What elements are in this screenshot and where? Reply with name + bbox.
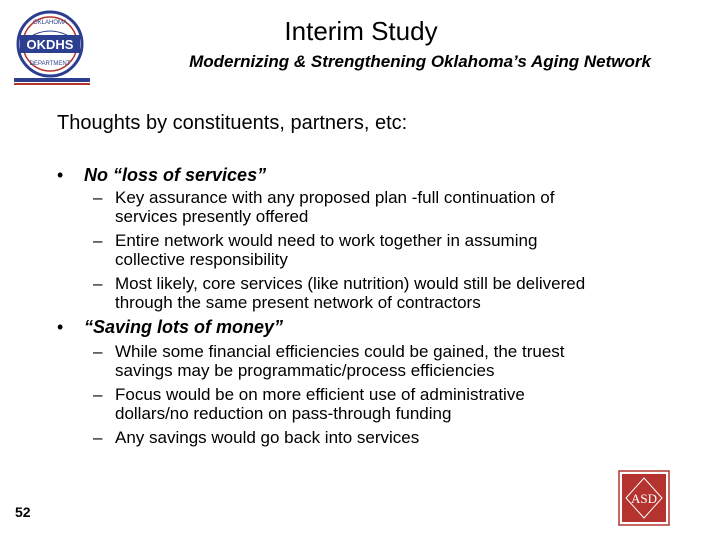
bullet-label: No “loss of services”: [84, 165, 267, 185]
sub-dash: –: [93, 188, 103, 207]
intro-text: Thoughts by constituents, partners, etc:: [57, 112, 408, 134]
sub-line: Entire network would need to work together in assuming: [115, 231, 538, 250]
sub-line: Key assurance with any proposed plan -full continuation of: [115, 188, 555, 207]
sub-dash: –: [93, 231, 103, 250]
sub-item: [93, 342, 675, 380]
sub-line: collective responsibility: [115, 250, 288, 269]
slide-title: Interim Study: [284, 16, 438, 46]
sub-line: Any savings would go back into services: [115, 428, 420, 447]
sub-line: services presently offered: [115, 207, 309, 226]
sub-line: through the same present network of contractors: [115, 293, 481, 312]
sub-dash: –: [93, 428, 103, 447]
sub-line: dollars/no reduction on pass-through funding: [115, 404, 452, 423]
sub-dash: –: [93, 274, 103, 293]
sub-line: Focus would be on more efficient use of administrative: [115, 385, 525, 404]
sub-line: Most likely, core services (like nutrition) would still be delivered: [115, 274, 586, 293]
logo-left-bottom-text: DEPARTMENT: [29, 61, 71, 67]
logo-left-main-text: OKDHS: [26, 37, 74, 52]
sub-line: savings may be programmatic/process efficiencies: [115, 361, 495, 380]
sub-item: [93, 428, 675, 447]
sub-dash: –: [93, 342, 103, 361]
asd-logo: [618, 470, 670, 526]
sub-line: While some financial efficiencies could be gained, the truest: [115, 342, 565, 361]
bullet-item: [57, 165, 267, 186]
bullet-marker: •: [57, 317, 64, 337]
bullet-marker: •: [57, 165, 64, 185]
page-number: 52: [15, 504, 31, 520]
sub-item: [93, 385, 675, 423]
logo-right-text: ASD: [630, 491, 658, 506]
logo-left-top-text: OKLAHOMA: [32, 20, 68, 26]
bullet-label: “Saving lots of money”: [84, 317, 284, 337]
sub-dash: –: [93, 385, 103, 404]
sub-item: [93, 274, 675, 312]
slide-subtitle: Modernizing & Strengthening Oklahoma’s Aging Network: [189, 52, 651, 71]
bullet-item: [57, 317, 284, 338]
sub-item: [93, 231, 675, 269]
sub-item: [93, 188, 675, 226]
